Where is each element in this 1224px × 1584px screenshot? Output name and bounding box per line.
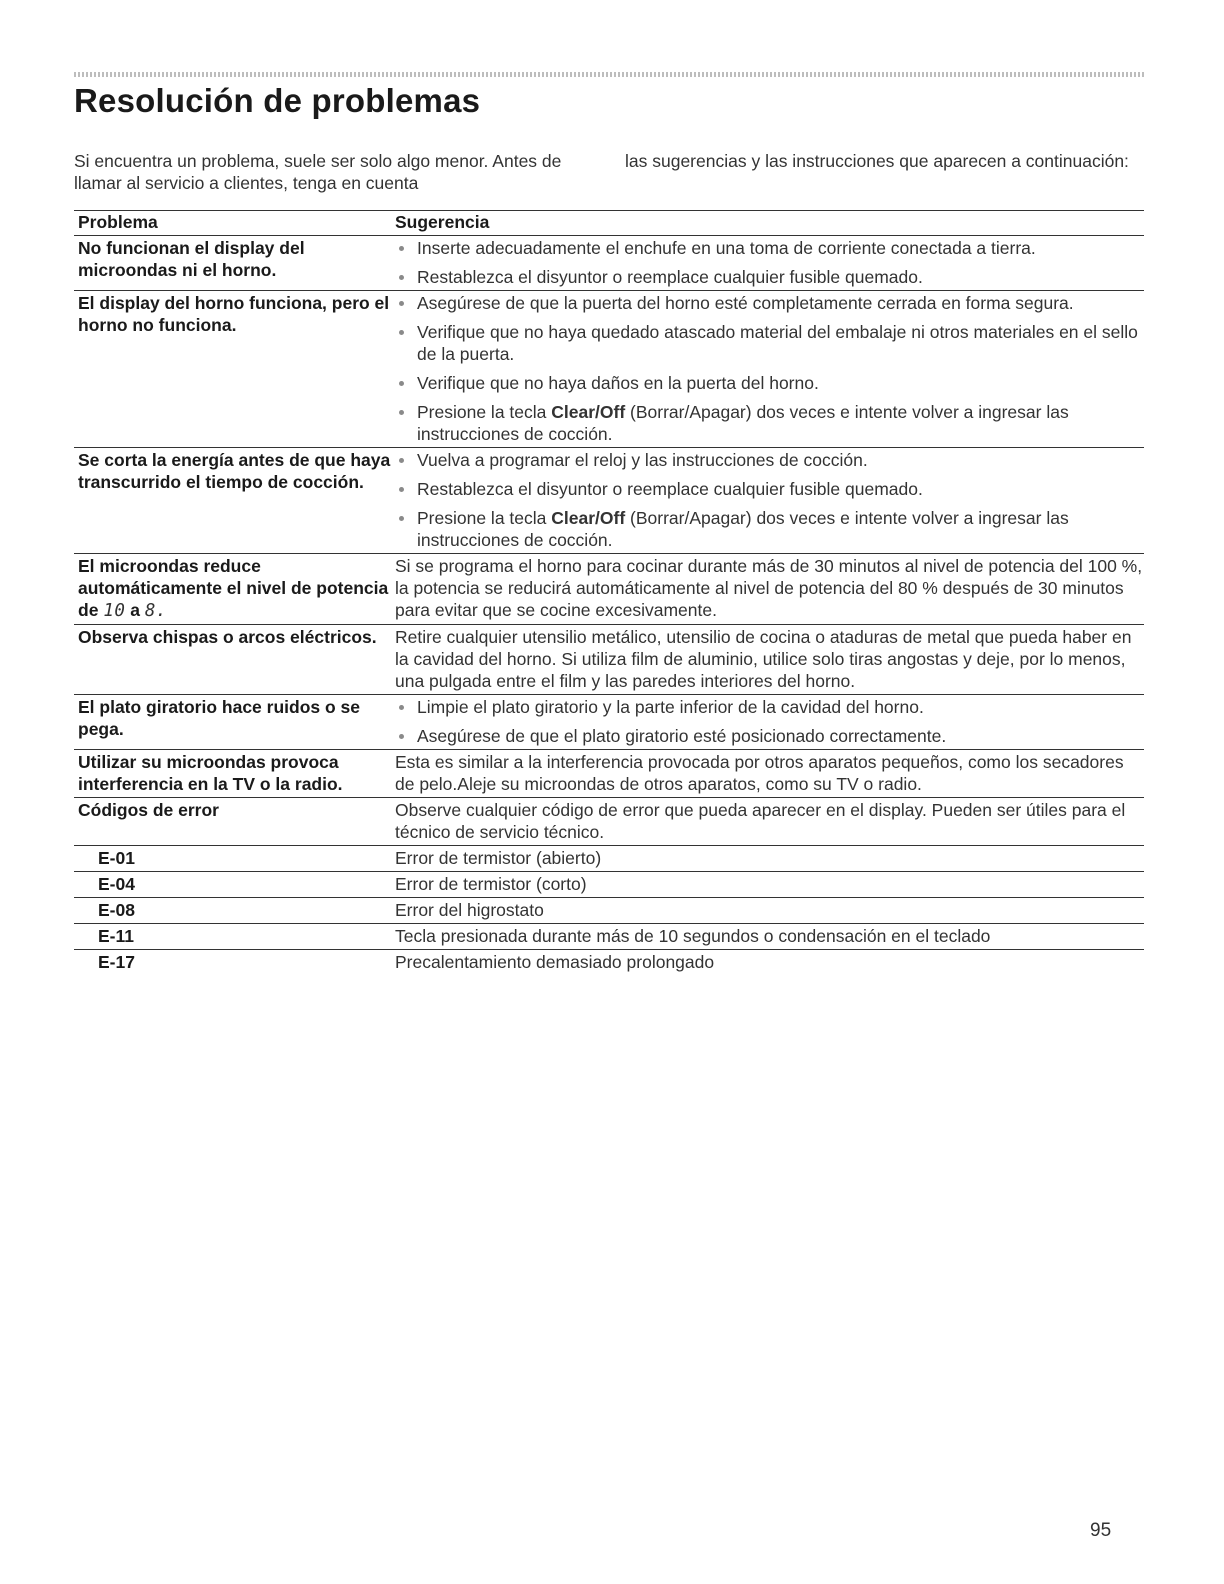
problem-cell: No funcionan el display del microondas ni el horno. [74,236,391,291]
problem-text: El microondas reduce automáticamente el nivel de potencia de [78,556,389,620]
suggestion-list [395,449,1144,551]
table-row [74,625,1144,695]
bullet-icon [399,734,404,739]
suggestion-text: (Borrar/Apagar) dos veces e intente volver a ingresar las instrucciones de cocción. [417,508,1069,550]
bullet-icon [399,487,404,492]
bullet-icon [399,516,404,521]
clear-off-key: Clear/Off [551,402,626,422]
suggestion-list [395,237,1144,288]
troubleshooting-table [74,210,1144,975]
suggestion-text: Verifique que no haya quedado atascado material del embalaje ni otros materiales en el sello de la puerta. [417,322,1138,364]
suggestion-text: Restablezca el disyuntor o reemplace cualquier fusible quemado. [417,267,923,287]
error-code: E-08 [74,898,391,924]
error-code-row [74,950,1144,976]
suggestion-text: Asegúrese de que el plato giratorio esté posicionado correctamente. [417,726,947,746]
table-row [74,236,1144,291]
table-row [74,554,1144,625]
error-code: E-11 [74,924,391,950]
list-item [395,321,1144,365]
list-item [395,507,1144,551]
error-description: Error de termistor (abierto) [391,846,1144,872]
bullet-icon [399,705,404,710]
problem-cell: El display del horno funciona, pero el horno no funciona. [74,291,391,448]
problem-cell: Observa chispas o arcos eléctricos. [74,625,391,695]
suggestion-text: Asegúrese de que la puerta del horno esté completamente cerrada en forma segura. [417,293,1074,313]
suggestion-cell [391,448,1144,554]
problem-cell: Códigos de error [74,798,391,846]
suggestion-text: Restablezca el disyuntor o reemplace cualquier fusible quemado. [417,479,923,499]
page-title: Resolución de problemas [74,82,481,119]
list-item [395,266,1144,288]
header-suggestion: Sugerencia [391,211,1144,236]
list-item [395,725,1144,747]
error-code: E-17 [98,952,135,972]
suggestion-cell [391,291,1144,448]
suggestion-text: Vuelva a programar el reloj y las instrucciones de cocción. [417,450,868,470]
problem-cell: Se corta la energía antes de que haya transcurrido el tiempo de cocción. [74,448,391,554]
error-code-row [74,872,1144,898]
table-row [74,798,1144,846]
top-rule [74,72,1144,77]
list-item [395,449,1144,471]
error-code: E-01 [74,846,391,872]
power-level-joiner: a [130,600,140,620]
table-row [74,448,1144,554]
table-row [74,750,1144,798]
suggestion-cell: Retire cualquier utensilio metálico, utensilio de cocina o ataduras de metal que pueda haber en la cavidad del horno. Si utiliza film de aluminio, utilice solo tiras angostas y deje, por lo menos, una pulgada entre el film y las paredes interiores del horno. [391,625,1144,695]
suggestion-list [395,696,1144,747]
table-row [74,695,1144,750]
list-item [395,401,1144,445]
list-item [395,237,1144,259]
suggestion-text: (Borrar/Apagar) dos veces e intente volver a ingresar las instrucciones de cocción. [417,402,1069,444]
error-code-row [74,898,1144,924]
error-code-row [74,846,1144,872]
power-level-from: 10 [103,601,126,621]
problem-cell: El plato giratorio hace ruidos o se pega. [74,695,391,750]
page [74,0,1144,1584]
table-row [74,291,1144,448]
bullet-icon [399,246,404,251]
error-description: Error de termistor (corto) [391,872,1144,898]
suggestion-cell: Si se programa el horno para cocinar durante más de 30 minutos al nivel de potencia del 100 %, la potencia se reducirá automáticamente al nivel de potencia del 80 % después de 30 minutos para evitar que se cocine excesivamente. [391,554,1144,625]
bullet-icon [399,458,404,463]
table-header-row [74,211,1144,236]
suggestion-list [395,292,1144,445]
intro-text-left: Si encuentra un problema, suele ser solo algo menor. Antes de llamar al servicio a clientes, tenga en cuenta [74,151,562,193]
bullet-icon [399,275,404,280]
clear-off-key: Clear/Off [551,508,626,528]
error-code: E-04 [74,872,391,898]
suggestion-cell [391,236,1144,291]
suggestion-cell [391,695,1144,750]
bullet-icon [399,301,404,306]
suggestion-text: Presione la tecla [417,402,552,422]
error-description: Error del higrostato [391,898,1144,924]
suggestion-text: Verifique que no haya daños en la puerta del horno. [417,373,819,393]
intro-column-right [625,150,1145,172]
bullet-icon [399,410,404,415]
header-problem: Problema [74,211,391,236]
list-item [395,696,1144,718]
intro-column-left [74,150,594,194]
error-description: Tecla presionada durante más de 10 segundos o condensación en el teclado [391,924,1144,950]
error-description: Precalentamiento demasiado prolongado [395,952,715,972]
suggestion-cell: Esta es similar a la interferencia provocada por otros aparatos pequeños, como los secadores de pelo.Aleje su microondas de otros aparatos, como su TV o radio. [391,750,1144,798]
bullet-icon [399,381,404,386]
intro-text-right: las sugerencias y las instrucciones que aparecen a continuación: [625,151,1129,171]
problem-cell: Utilizar su microondas provoca interferencia en la TV o la radio. [74,750,391,798]
list-item [395,478,1144,500]
power-level-to: 8. [144,601,167,621]
list-item [395,292,1144,314]
page-number: 95 [1090,1520,1112,1541]
suggestion-text: Inserte adecuadamente el enchufe en una toma de corriente conectada a tierra. [417,238,1036,258]
suggestion-text: Limpie el plato giratorio y la parte inferior de la cavidad del horno. [417,697,924,717]
bullet-icon [399,330,404,335]
suggestion-text: Presione la tecla [417,508,552,528]
problem-cell [74,554,391,625]
suggestion-cell: Observe cualquier código de error que pueda aparecer en el display. Pueden ser útiles para el técnico de servicio técnico. [391,798,1144,846]
list-item [395,372,1144,394]
error-code-row [74,924,1144,950]
